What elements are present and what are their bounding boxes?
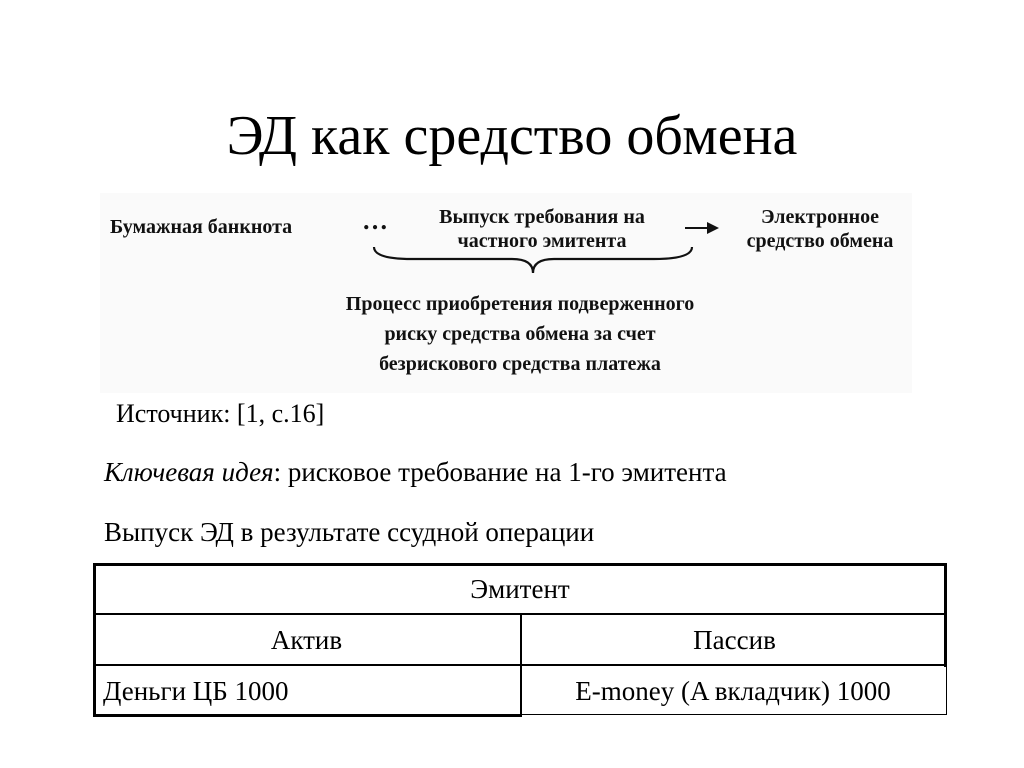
diagram-electronic-medium [720,205,920,253]
diagram-right-line-1: Электронное [760,206,880,228]
table-column-liabilities: Пассив [693,625,776,655]
source-citation: Источник: [1, с.16] [116,399,325,428]
diagram-process-description [300,289,740,379]
key-idea-line [104,452,727,492]
table-border-bottom-left [93,714,522,717]
diagram-middle-line-1: Выпуск требования на [439,206,645,228]
diagram-bottom-line-2: риску средства обмена за счет [384,323,656,345]
table-cell-assets-value: Деньги ЦБ 1000 [103,676,289,706]
table-column-assets: Актив [270,625,343,655]
diagram-right-line-2: средство обмена [746,230,894,252]
key-idea-text: : рисковое требование на 1-го эмитента [273,457,727,487]
diagram-bottom-line-1: Процесс приобретения подверженного [345,293,695,315]
diagram-bottom-line-3: безрискового средства платежа [379,353,661,375]
table-border-right-lower [946,666,947,715]
balance-table [93,563,947,717]
arrow-right-icon [685,221,719,235]
table-border-top [93,563,947,566]
diagram-middle-line-2: частного эмитента [457,230,627,252]
slide-title: ЭД как средство обмена [226,105,798,167]
table-header-issuer: Эмитент [470,574,570,604]
table-cell-liabilities-value: E-money (A вкладчик) 1000 [575,676,891,706]
scanned-diagram [100,193,912,393]
diagram-ellipsis: … [362,206,391,235]
curly-brace-icon [372,245,694,277]
issue-statement: Выпуск ЭД в результате ссудной операции [104,517,595,547]
diagram-paper-banknote-label: Бумажная банкнота [110,216,293,238]
key-idea-label: Ключевая идея [104,457,274,487]
table-border-bottom-right [520,714,947,715]
